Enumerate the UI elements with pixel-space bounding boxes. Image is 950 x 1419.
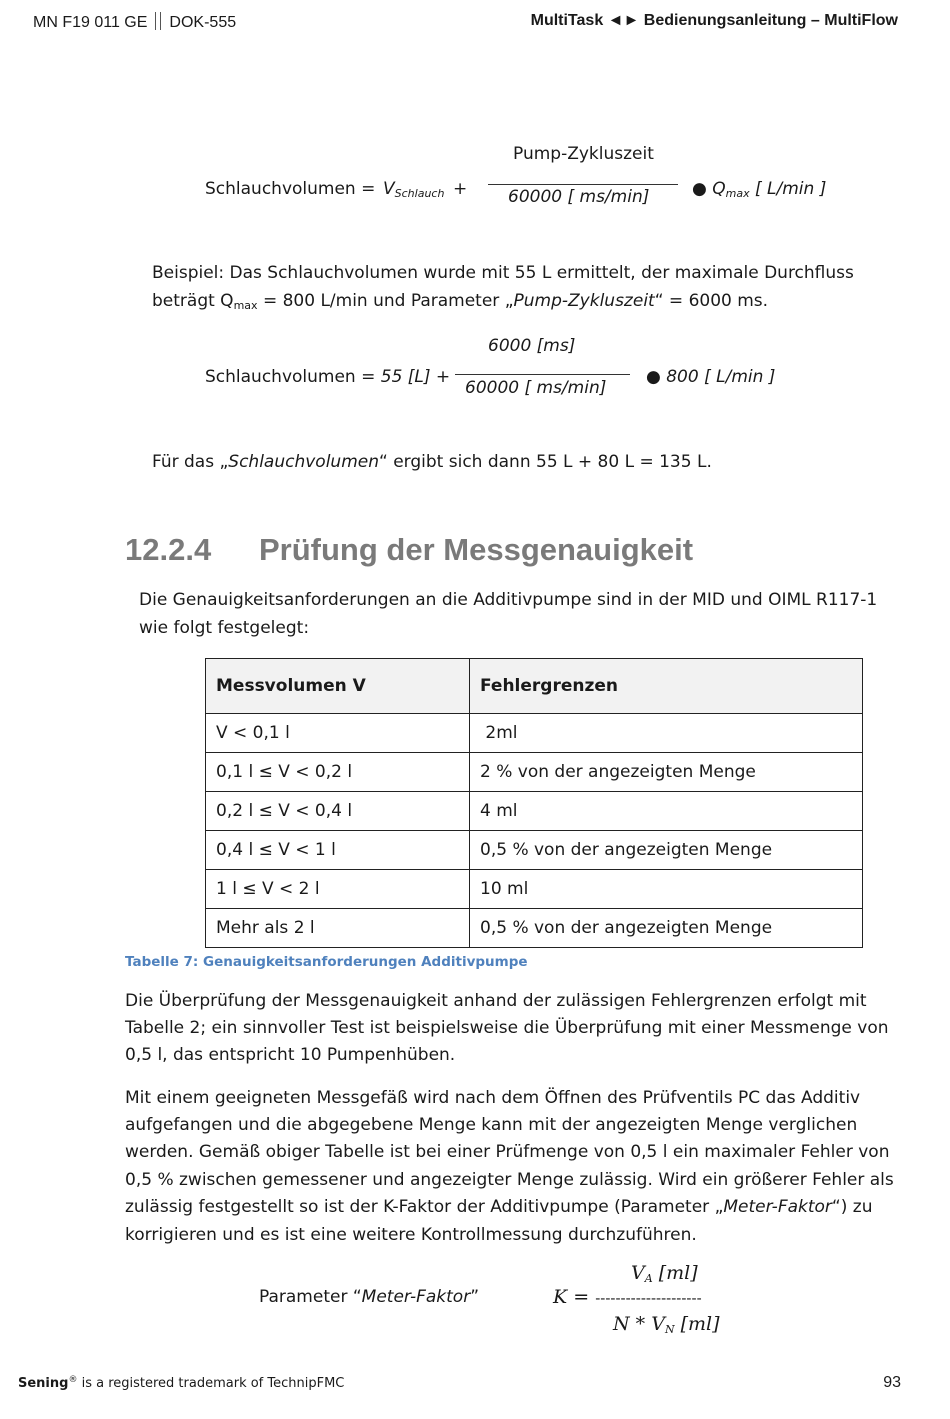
formula1-rhs: ● $Q_{max}$ [ L/min ] [692, 179, 827, 200]
table-row [206, 870, 863, 909]
formula1-numerator: Pump-Zykluszeit [513, 144, 654, 164]
accuracy-table [205, 658, 863, 948]
formula1-plus: + [453, 179, 468, 199]
para2-line1: Mit einem geeigneten Messgefäß wird nach dem Öffnen des Prüfventils PC das Additiv [125, 1088, 861, 1108]
intro-line2: wie folgt festgelegt: [139, 618, 310, 638]
para2-line6: korrigieren und es ist eine weitere Kontrollmessung durchzuführen. [125, 1225, 697, 1245]
table-cell: 0,1 l ≤ V < 0,2 l [206, 753, 470, 792]
header-separator [155, 12, 161, 30]
para1-line3: 0,5 l, das entspricht 10 Pumpenhüben. [125, 1045, 456, 1065]
table-cell: 2 % von der angezeigten Menge [470, 753, 863, 792]
formula1-denominator: 60000 [ ms/min] [508, 187, 650, 207]
table-caption: Tabelle 7: Genauigkeitsanforderungen Additivpumpe [125, 954, 528, 970]
table-row [206, 792, 863, 831]
formula3-denominator: N * $V_N$ [ml] [613, 1313, 720, 1336]
footer-trademark: Sening® is a registered trademark of TechnipFMC [18, 1375, 345, 1391]
header-doc-code: MN F19 011 GE [33, 14, 148, 31]
result-line: Für das „Schlauchvolumen“ ergibt sich dann 55 L + 80 L = 135 L. [152, 452, 712, 472]
para1-line2: Tabelle 2; ein sinnvoller Test ist beispielsweise die Überprüfung mit einer Messmenge von [125, 1018, 889, 1038]
para2-line2: aufgefangen und die abgegebene Menge kann mit der angezeigten Menge verglichen [125, 1115, 858, 1135]
section-number: 12.2.4 [125, 532, 212, 567]
table-cell: Mehr als 2 l [206, 909, 470, 948]
intro-line1: Die Genauigkeitsanforderungen an die Additivpumpe sind in der MID und OIML R117-1 [139, 590, 878, 610]
section-title: Prüfung der Messgenauigkeit [259, 532, 694, 567]
table-cell: 10 ml [470, 870, 863, 909]
table-row [206, 909, 863, 948]
table-cell: 0,4 l ≤ V < 1 l [206, 831, 470, 870]
formula1-lhs: Schlauchvolumen = [205, 179, 376, 199]
header-doc-number: DOK-555 [169, 14, 237, 31]
page-number: 93 [883, 1374, 901, 1391]
para2-line3: werden. Gemäß obiger Tabelle ist bei einer Prüfmenge von 0,5 l ein maximaler Fehler von [125, 1142, 890, 1162]
table-cell: 4 ml [470, 792, 863, 831]
para2-line4: 0,5 % zwischen gemessener und angezeigter Menge zulässig. Wird ein größerer Fehler als [125, 1170, 894, 1190]
table-cell: 1 l ≤ V < 2 l [206, 870, 470, 909]
table-row [206, 753, 863, 792]
formula2-lhs: Schlauchvolumen = 55 [L] + [205, 367, 451, 387]
formula2-rhs: ● 800 [ L/min ] [646, 367, 776, 387]
formula1-v-schlauch: $V_{Schlauch}$ [383, 179, 445, 200]
table-cell: 0,5 % von der angezeigten Menge [470, 909, 863, 948]
formula3-numerator: $V_A$ [ml] [631, 1262, 698, 1285]
table-header-cell: Messvolumen V [206, 659, 470, 714]
formula3-label: Parameter “Meter-Faktor” [259, 1287, 480, 1307]
table-header-cell: Fehlergrenzen [470, 659, 863, 714]
table-header-row [206, 659, 863, 714]
table-cell: V < 0,1 l [206, 714, 470, 753]
table-cell: 0,2 l ≤ V < 0,4 l [206, 792, 470, 831]
example-line1: Beispiel: Das Schlauchvolumen wurde mit 55 L ermittelt, der maximale Durchfluss [152, 263, 854, 283]
para1-line1: Die Überprüfung der Messgenauigkeit anhand der zulässigen Fehlergrenzen erfolgt mit [125, 991, 867, 1011]
table-row [206, 714, 863, 753]
formula2-numerator: 6000 [ms] [488, 336, 576, 356]
formula2-denominator: 60000 [ ms/min] [465, 378, 607, 398]
table-cell: 2ml [470, 714, 863, 753]
header-doc-info [33, 12, 236, 32]
header-title: MultiTask ◄► Bedienungsanleitung – MultiFlow [530, 12, 898, 29]
table-cell: 0,5 % von der angezeigten Menge [470, 831, 863, 870]
example-line2: beträgt $Q_{max} = 800$ L/min und Parameter „Pump-Zykluszeit“ = 6000 ms. [152, 291, 769, 312]
table-row [206, 831, 863, 870]
formula3-k-line: K = --------------------- [553, 1286, 702, 1308]
para2-line5: zulässig festgestellt so ist der K-Faktor der Additivpumpe (Parameter „Meter-Faktor“) zu [125, 1197, 873, 1217]
